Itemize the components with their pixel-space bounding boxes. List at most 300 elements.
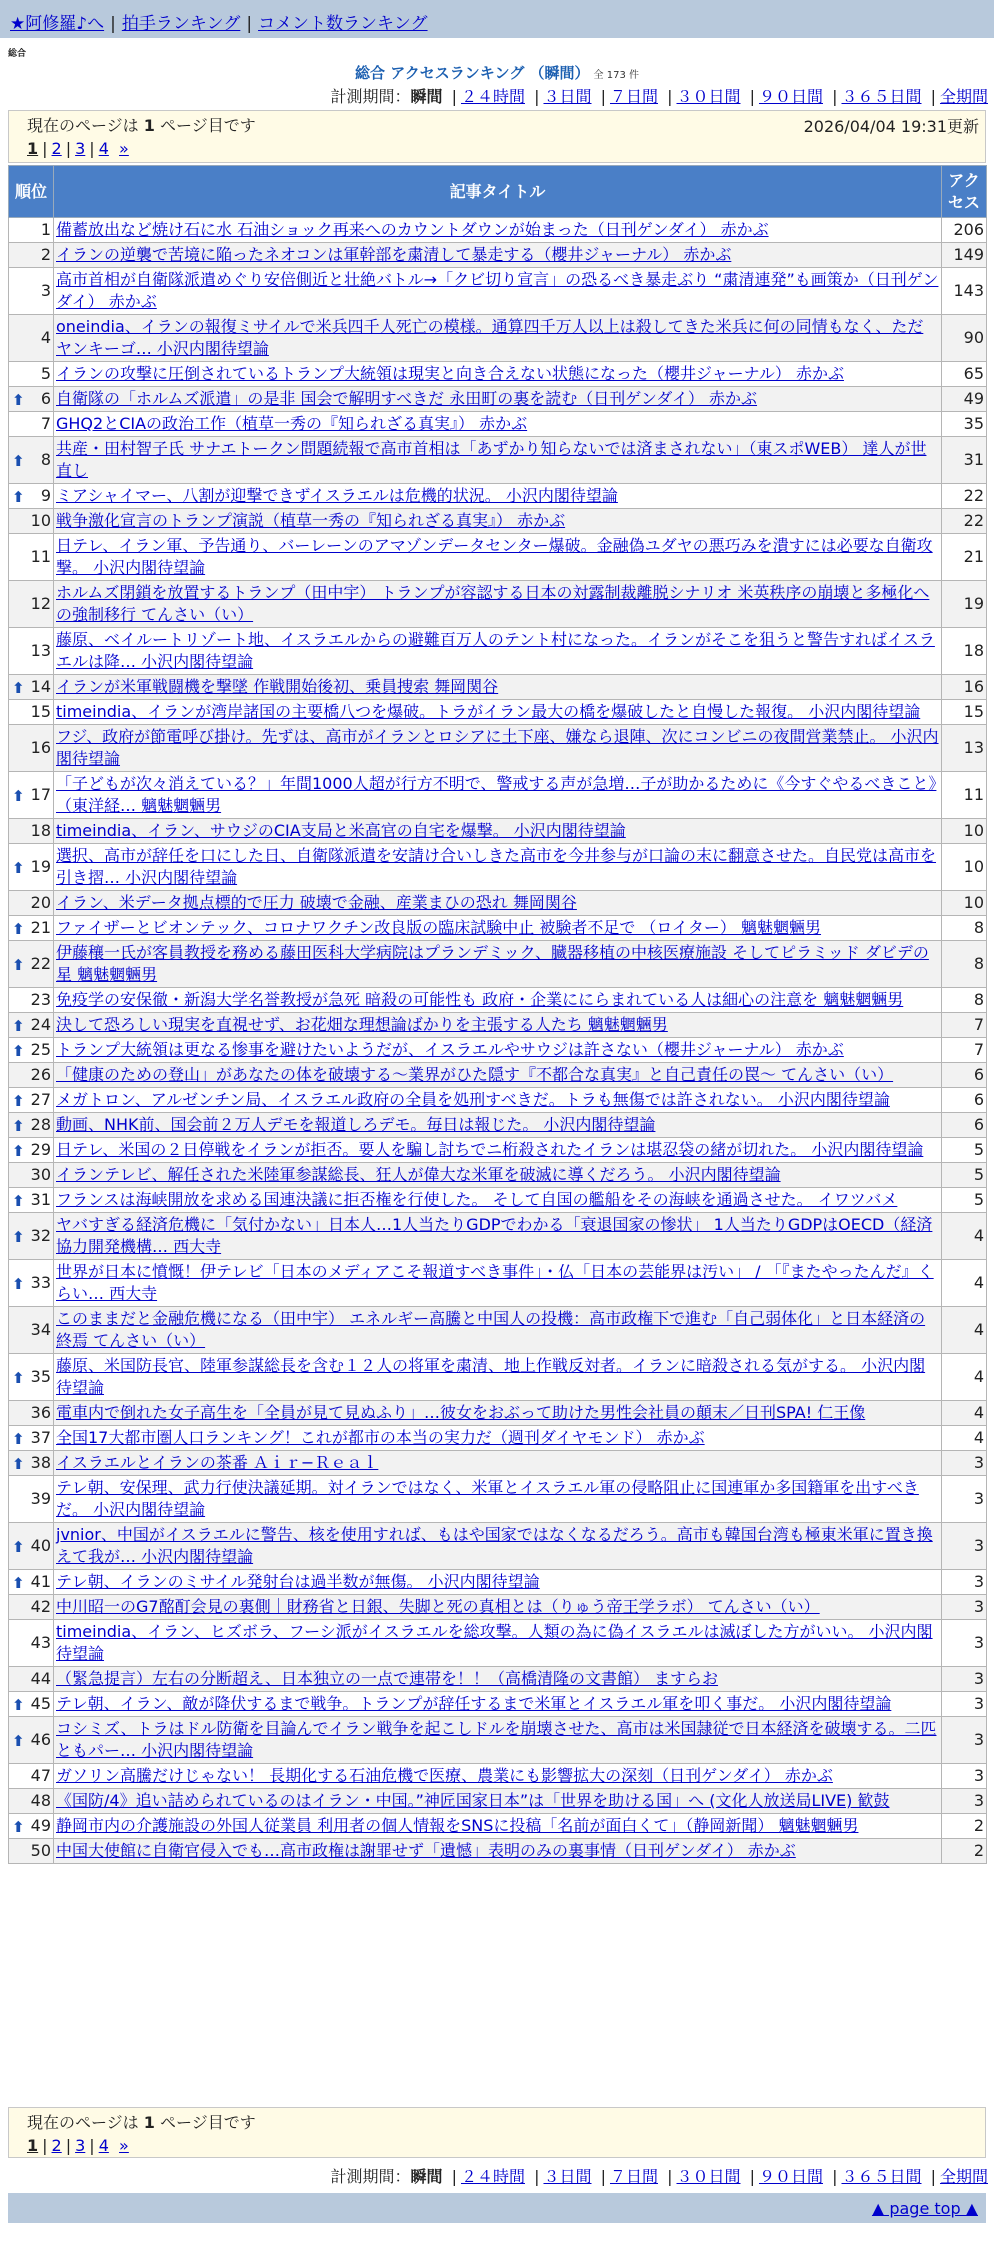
access-count: 4 [942, 1354, 987, 1401]
rank-number: 9 [40, 486, 51, 505]
table-row [9, 1013, 987, 1038]
rank-cell [9, 1307, 54, 1354]
rank-number: 44 [30, 1669, 51, 1688]
rank-number: 2 [40, 245, 51, 264]
rank-up-arrow-icon: ⬆ [12, 1192, 25, 1210]
article-link[interactable]: 自衛隊の「ホルムズ派遣」の是非 国会で解明すべきだ 永田町の裏を読む（日刊ゲンダイ） 赤かぶ [56, 389, 758, 408]
article-link[interactable]: イランが米軍戦闘機を撃墜 作戦開始後初、乗員捜索 舞岡関谷 [56, 677, 499, 696]
rank-number: 29 [30, 1140, 51, 1159]
table-row [9, 1620, 987, 1667]
pager-current: 1 [27, 139, 39, 158]
period-link-all[interactable]: 全期間 [939, 2167, 988, 2186]
rank-cell [9, 844, 54, 891]
table-row [9, 268, 987, 315]
article-link[interactable]: ファイザーとビオンテック、コロナワクチン改良版の臨床試験中止 被験者不足で （ロイター） 魑魅魍魎男 [56, 918, 822, 937]
rank-cell [9, 412, 54, 437]
page-info-text: 現在のページは 1 ページ目です [27, 2113, 256, 2132]
rank-cell [9, 891, 54, 916]
access-count: 10 [942, 891, 987, 916]
title-cell [54, 268, 942, 315]
table-row [9, 218, 987, 243]
title-cell [54, 1426, 942, 1451]
article-link[interactable]: 「健康のための登山」があなたの体を破壊する〜業界がひた隠す『不都合な真実』と自己責任の罠〜 てんさい（い） [56, 1065, 894, 1084]
rank-cell [9, 362, 54, 387]
title-cell [54, 1038, 942, 1063]
access-count: 22 [942, 484, 987, 509]
rank-cell [9, 1692, 54, 1717]
article-link[interactable]: 備蓄放出など焼け石に水 石油ショック再来へのカウントダウンが始まった（日刊ゲンダイ） 赤かぶ [56, 220, 769, 239]
title-cell [54, 1113, 942, 1138]
rank-cell [9, 1138, 54, 1163]
article-link[interactable]: timeindia、イラン、サウジのCIA支局と米高官の自宅を爆撃。 小沢内閣待望論 [56, 821, 626, 840]
rank-number: 30 [30, 1165, 51, 1184]
rank-number: 34 [30, 1320, 51, 1339]
access-count: 13 [942, 725, 987, 772]
rank-number: 27 [30, 1090, 51, 1109]
total-count: 全 173 件 [593, 70, 639, 81]
period-link-all[interactable]: 全期間 [939, 87, 988, 106]
rank-cell [9, 1426, 54, 1451]
rank-number: 4 [40, 328, 51, 347]
article-link[interactable]: イランの逆襲で苦境に陥ったネオコンは軍幹部を粛清して暴走する（櫻井ジャーナル） 赤かぶ [56, 245, 732, 264]
rank-number: 31 [30, 1190, 51, 1209]
article-link[interactable]: 《国防/4》追い詰められているのはイラン・中国。”神匠国家日本”は「世界を助ける国」へ (文化人放送局LIVE) 歓鼓 [56, 1791, 890, 1810]
rank-cell [9, 315, 54, 362]
title-cell [54, 844, 942, 891]
title-cell [54, 1814, 942, 1839]
access-count: 206 [942, 218, 987, 243]
rank-number: 39 [30, 1489, 51, 1508]
table-row [9, 1354, 987, 1401]
period-label: 計測期間： [330, 87, 411, 106]
page-top-link[interactable]: ▲ page top ▲ [871, 2199, 978, 2218]
article-link[interactable]: 日テレ、米国の２日停戦をイランが拒否。要人を騙し討ちでニ桁殺されたイランは堪忍袋の緒が切れた。 小沢内閣待望論 [56, 1140, 924, 1159]
rank-number: 40 [30, 1536, 51, 1555]
table-row [9, 437, 987, 484]
rank-cell [9, 988, 54, 1013]
access-count: 15 [942, 700, 987, 725]
rank-up-arrow-icon: ⬆ [12, 679, 25, 697]
article-link[interactable]: 共産・田村智子氏 サナエトークン問題続報で高市首相は「あずかり知らないでは済まされない」（東スポWEB） 達人が世直し [56, 439, 927, 480]
access-count: 10 [942, 844, 987, 891]
rank-up-arrow-icon: ⬆ [12, 1732, 25, 1750]
table-row [9, 1476, 987, 1523]
title-cell [54, 362, 942, 387]
rank-cell [9, 700, 54, 725]
rank-up-arrow-icon: ⬆ [12, 1092, 25, 1110]
rank-cell [9, 1354, 54, 1401]
article-link[interactable]: イラン、米データ拠点標的で圧力 破壊で金融、産業まひの恐れ 舞岡関谷 [56, 893, 577, 912]
table-row [9, 1814, 987, 1839]
rank-number: 46 [30, 1730, 51, 1749]
table-row [9, 819, 987, 844]
article-link[interactable]: oneindia、イランの報復ミサイルで米兵四千人死亡の模様。通算四千万人以上は殺してきた米兵に何の同情もなく、ただヤンキーゴ… 小沢内閣待望論 [56, 317, 924, 358]
rank-cell [9, 1789, 54, 1814]
table-row [9, 1595, 987, 1620]
title-cell [54, 1451, 942, 1476]
article-link[interactable]: 伊藤穰一氏が客員教授を務める藤田医科大学病院はプランデミック、臓器移植の中核医療施設 そしてピラミッド ダビデの星 魑魅魍魎男 [56, 943, 929, 984]
rank-cell [9, 1814, 54, 1839]
rank-cell [9, 1523, 54, 1570]
rank-number: 50 [30, 1841, 51, 1860]
rank-number: 35 [30, 1367, 51, 1386]
rank-cell [9, 1213, 54, 1260]
article-link[interactable]: 高市首相が自衛隊派遣めぐり安倍側近と壮絶バトル→「クビ切り宣言」の恐るべき暴走ぶり “粛清連発”も画策か（日刊ゲンダイ） 赤かぶ [56, 270, 939, 311]
rank-cell [9, 772, 54, 819]
table-row [9, 509, 987, 534]
table-row [9, 1764, 987, 1789]
ranking-table [8, 165, 987, 1864]
pager-link-4[interactable]: 4 [98, 2136, 109, 2155]
period-link-90d[interactable]: ９０日間 [758, 87, 823, 106]
title-cell [54, 1717, 942, 1764]
title-cell [54, 1307, 942, 1354]
title-cell [54, 772, 942, 819]
article-link[interactable]: ホルムズ閉鎖を放置するトランプ（田中宇） トランプが容認する日本の対露制裁離脱シナリオ 米英秩序の崩壊と多極化への強制移行 てんさい（い） [56, 583, 930, 624]
title-cell [54, 1401, 942, 1426]
title-cell [54, 581, 942, 628]
rank-cell [9, 1188, 54, 1213]
table-row [9, 1163, 987, 1188]
rank-number: 48 [30, 1791, 51, 1810]
rank-up-arrow-icon: ⬆ [12, 1538, 25, 1556]
title-cell [54, 1260, 942, 1307]
table-row [9, 1038, 987, 1063]
article-link[interactable]: イスラエルとイランの茶番 Ａｉｒ−Ｒｅａｌ [56, 1453, 379, 1472]
table-row [9, 1451, 987, 1476]
period-current: 瞬間 [410, 2167, 443, 2186]
period-link-7d[interactable]: ７日間 [609, 2167, 658, 2186]
rank-up-arrow-icon: ⬆ [12, 1117, 25, 1135]
article-link[interactable]: メガトロン、アルゼンチン局、イスラエル政府の全員を処刑すべきだ。トラも無傷では許されない。 小沢内閣待望論 [56, 1090, 890, 1109]
period-link-365d[interactable]: ３６５日間 [841, 2167, 922, 2186]
access-count: 7 [942, 1013, 987, 1038]
table-row [9, 1523, 987, 1570]
rank-cell [9, 1570, 54, 1595]
article-link[interactable]: ヤバすぎる経済危機に「気付かない」日本人…1人当たりGDPでわかる「衰退国家の惨状」 1人当たりGDPはOECD（経済協力開発機構… 西大寺 [56, 1215, 933, 1256]
table-row [9, 1789, 987, 1814]
rank-up-arrow-icon: ⬆ [12, 1042, 25, 1060]
period-link-365d[interactable]: ３６５日間 [841, 87, 922, 106]
rank-cell [9, 243, 54, 268]
page-info-top [8, 110, 986, 163]
rank-number: 37 [30, 1428, 51, 1447]
rank-number: 17 [30, 785, 51, 804]
pager-next[interactable]: » [119, 2136, 129, 2155]
rank-number: 22 [30, 954, 51, 973]
article-link[interactable]: テレ朝、イランのミサイル発射台は過半数が無傷。 小沢内閣待望論 [56, 1572, 540, 1591]
rank-cell [9, 675, 54, 700]
article-link[interactable]: 日テレ、イラン軍、予告通り、バーレーンのアマゾンデータセンター爆破。金融偽ユダヤの悪巧みを潰すには必要な自衛攻撃。 小沢内閣待望論 [56, 536, 933, 577]
table-row [9, 484, 987, 509]
table-row [9, 1839, 987, 1864]
access-count: 3 [942, 1667, 987, 1692]
article-link[interactable]: 電車内で倒れた女子高生を「全員が見て見ぬふり」…彼女をおぶって助けた男性会社員の顛末／日刊SPA! 仁王像 [56, 1403, 866, 1422]
nav-separator: | [110, 14, 116, 34]
article-link[interactable]: 静岡市内の介護施設の外国人従業員 利用者の個人情報をSNSに投稿「名前が面白くて」（静岡新聞） 魑魅魍魎男 [56, 1816, 859, 1835]
access-count: 2 [942, 1814, 987, 1839]
rank-number: 49 [30, 1816, 51, 1835]
rank-number: 19 [30, 857, 51, 876]
access-count: 3 [942, 1523, 987, 1570]
table-row [9, 315, 987, 362]
title-cell [54, 1764, 942, 1789]
table-row [9, 1260, 987, 1307]
table-row [9, 891, 987, 916]
title-cell [54, 1188, 942, 1213]
access-count: 8 [942, 988, 987, 1013]
article-link[interactable]: 決して恐ろしい現実を直視せず、お花畑な理想論ばかりを主張する人たち 魑魅魍魎男 [56, 1015, 668, 1034]
rank-up-arrow-icon: ⬆ [12, 1017, 25, 1035]
access-count: 3 [942, 1451, 987, 1476]
rank-number: 26 [30, 1065, 51, 1084]
title-cell [54, 988, 942, 1013]
rank-number: 18 [30, 821, 51, 840]
rank-cell [9, 628, 54, 675]
period-link-90d[interactable]: ９０日間 [758, 2167, 823, 2186]
article-link[interactable]: テレ朝、安保理、武力行使決議延期。対イランではなく、米軍とイスラエル軍の侵略阻止に国連軍か多国籍軍を出すべきだ。 小沢内閣待望論 [56, 1478, 919, 1519]
rank-cell [9, 916, 54, 941]
access-count: 4 [942, 1401, 987, 1426]
updated-timestamp: 2026/04/04 19:31更新 [803, 117, 979, 136]
rank-number: 23 [30, 990, 51, 1009]
access-count: 3 [942, 1595, 987, 1620]
table-row [9, 581, 987, 628]
rank-number: 33 [30, 1273, 51, 1292]
rank-cell [9, 534, 54, 581]
article-link[interactable]: 中川昭一のG7酩酊会見の裏側｜財務省と日銀、失脚と死の真相とは（りゅう帝王学ラボ） てんさい（い） [56, 1597, 820, 1616]
rank-up-arrow-icon: ⬆ [12, 1142, 25, 1160]
article-link[interactable]: timeindia、イラン、ヒズボラ、フーシ派がイスラエルを総攻撃。人類の為に偽イスラエルは滅ぼした方がいい。 小沢内閣待望論 [56, 1622, 933, 1663]
rank-up-arrow-icon: ⬆ [12, 452, 25, 470]
article-link[interactable]: 免疫学の安保徹・新潟大学名誉教授が急死 暗殺の可能性も 政府・企業ににらまれている人は細心の注意を 魑魅魍魎男 [56, 990, 904, 1009]
pager-link-3[interactable]: 3 [75, 2136, 86, 2155]
access-count: 5 [942, 1138, 987, 1163]
article-link[interactable]: 動画、NHK前、国会前２万人デモを報道しろデモ。毎日は報じた。 小沢内閣待望論 [56, 1115, 656, 1134]
article-link[interactable]: GHQ2とCIAの政治工作（植草一秀の『知られざる真実』） 赤かぶ [56, 414, 528, 433]
article-link[interactable]: 全国17大都市圏人口ランキング！これが都市の本当の実力だ（週刊ダイヤモンド） 赤かぶ [56, 1428, 705, 1447]
rank-up-arrow-icon: ⬆ [12, 1574, 25, 1592]
rank-cell [9, 1063, 54, 1088]
rank-number: 11 [30, 547, 51, 566]
pager-link-3[interactable]: 3 [75, 139, 86, 158]
article-link[interactable]: 戦争激化宣言のトランプ演説（植草一秀の『知られざる真実』） 赤かぶ [56, 511, 566, 530]
access-count: 6 [942, 1063, 987, 1088]
table-row [9, 1213, 987, 1260]
access-count: 35 [942, 412, 987, 437]
period-selector-top: 計測期間：瞬間 | ２４時間 | ３日間 | ７日間 | ３０日間 | ９０日間 | ３６５日間 | 全期間 [330, 87, 988, 106]
page-title [0, 62, 994, 83]
rank-number: 10 [30, 511, 51, 530]
table-row [9, 700, 987, 725]
period-link-30d[interactable]: ３０日間 [676, 2167, 741, 2186]
title-cell [54, 675, 942, 700]
table-row [9, 1138, 987, 1163]
access-count: 65 [942, 362, 987, 387]
title-cell [54, 1570, 942, 1595]
title-cell [54, 891, 942, 916]
period-link-7d[interactable]: ７日間 [609, 87, 658, 106]
article-link[interactable]: ミアシャイマー、八割が迎撃できずイスラエルは危機的状況。 小沢内閣待望論 [56, 486, 618, 505]
rank-up-arrow-icon: ⬆ [12, 1369, 25, 1387]
access-count: 3 [942, 1570, 987, 1595]
title-cell [54, 243, 942, 268]
access-count: 16 [942, 675, 987, 700]
nav-link-comment-ranking[interactable]: コメント数ランキング [258, 14, 428, 34]
period-link-3d[interactable]: ３日間 [543, 2167, 592, 2186]
col-header-rank: 順位 [9, 166, 54, 218]
rank-cell [9, 218, 54, 243]
access-count: 21 [942, 534, 987, 581]
access-count: 10 [942, 819, 987, 844]
ranking-body [9, 218, 987, 1864]
access-count: 6 [942, 1088, 987, 1113]
table-row [9, 243, 987, 268]
title-cell [54, 1667, 942, 1692]
access-count: 90 [942, 315, 987, 362]
article-link[interactable]: 中国大使館に自衛官侵入でも…高市政権は謝罪せず「遺憾」表明のみの裏事情（日刊ゲンダイ） 赤かぶ [56, 1841, 796, 1860]
title-cell [54, 725, 942, 772]
rank-cell [9, 1717, 54, 1764]
period-link-24h[interactable]: ２４時間 [460, 87, 525, 106]
article-link[interactable]: イランテレビ、解任された米陸軍参謀総長、狂人が偉大な米軍を破滅に導くだろう。 小沢内閣待望論 [56, 1165, 781, 1184]
pager-link-2[interactable]: 2 [51, 139, 62, 158]
table-row [9, 772, 987, 819]
rank-cell [9, 941, 54, 988]
article-link[interactable]: jvnior、中国がイスラエルに警告、核を使用すれば、もはや国家ではなくなるだろう。高市も韓国台湾も極東米軍に置き換えて我が… 小沢内閣待望論 [56, 1525, 933, 1566]
period-link-30d[interactable]: ３０日間 [676, 87, 741, 106]
rank-number: 5 [40, 364, 51, 383]
access-count: 2 [942, 1839, 987, 1864]
rank-cell [9, 1088, 54, 1113]
rank-number: 42 [30, 1597, 51, 1616]
title-cell [54, 1163, 942, 1188]
rank-number: 8 [40, 450, 51, 469]
access-count: 3 [942, 1789, 987, 1814]
article-link[interactable]: 選択、高市が辞任を口にした日、自衛隊派遣を安請け合いしきた高市を今井参与が口論の末に翻意させた。自民党は高市を引き摺… 小沢内閣待望論 [56, 846, 937, 887]
access-count: 22 [942, 509, 987, 534]
article-link[interactable]: フランスは海峡開放を求める国連決議に拒否権を行使した。 そして自国の艦船をその海峡を通過させた。 イワツバメ [56, 1190, 898, 1209]
title-cell [54, 412, 942, 437]
article-link[interactable]: 藤原、ベイルートリゾート地、イスラエルからの避難百万人のテント村になった。イランがそこを狙うと警告すればイスラエルは降… 小沢内閣待望論 [56, 630, 935, 671]
rank-number: 41 [30, 1572, 51, 1591]
title-cell [54, 437, 942, 484]
article-link[interactable]: イランの攻撃に圧倒されているトランプ大統領は現実と向き合えない状態になった（櫻井ジャーナル） 赤かぶ [56, 364, 844, 383]
nav-separator: | [246, 14, 253, 34]
rank-number: 28 [30, 1115, 51, 1134]
article-link[interactable]: フジ、政府が節電呼び掛け。先ずは、高市がイランとロシアに土下座、嫌なら退陣、次にコンビニの夜間営業禁止。 小沢内閣待望論 [56, 727, 939, 768]
pager-next[interactable]: » [119, 139, 129, 158]
table-row [9, 844, 987, 891]
rank-cell [9, 437, 54, 484]
rank-cell [9, 819, 54, 844]
article-link[interactable]: コシミズ、トラはドル防衛を目論んでイラン戦争を起こしドルを崩壊させた、高市は米国隷従で日本経済を破壊する。二匹ともパー… 小沢内閣待望論 [56, 1719, 937, 1760]
rank-cell [9, 1260, 54, 1307]
title-cell [54, 484, 942, 509]
article-link[interactable]: テレ朝、イラン、敵が降伏するまで戦争。トランプが辞任するまで米軍とイスラエル軍を叩く事だ。 小沢内閣待望論 [56, 1694, 892, 1713]
title-cell [54, 1138, 942, 1163]
pager-link-2[interactable]: 2 [51, 2136, 62, 2155]
period-link-3d[interactable]: ３日間 [543, 87, 592, 106]
title-cell [54, 1476, 942, 1523]
table-row [9, 1307, 987, 1354]
access-count: 8 [942, 916, 987, 941]
rank-up-arrow-icon: ⬆ [12, 1275, 25, 1293]
table-row [9, 916, 987, 941]
rank-up-arrow-icon: ⬆ [12, 787, 25, 805]
table-row [9, 1401, 987, 1426]
access-count: 4 [942, 1260, 987, 1307]
rank-number: 6 [40, 389, 51, 408]
access-count: 7 [942, 1038, 987, 1063]
rank-number: 3 [40, 281, 51, 300]
access-count: 3 [942, 1620, 987, 1667]
rank-up-arrow-icon: ⬆ [12, 488, 25, 506]
nav-link-asyura-home[interactable]: ★阿修羅♪へ [10, 14, 105, 34]
rank-up-arrow-icon: ⬆ [12, 1696, 25, 1714]
article-link[interactable]: 世界が日本に憤慨！伊テレビ「日本のメディアこそ報道すべき事件」・仏「日本の芸能界は汚い」 / 「『またやったんだ』くらい… 西大寺 [56, 1262, 934, 1303]
rank-cell [9, 725, 54, 772]
rank-cell [9, 1401, 54, 1426]
rank-number: 7 [40, 414, 51, 433]
access-count: 8 [942, 941, 987, 988]
access-count: 18 [942, 628, 987, 675]
access-count: 5 [942, 1188, 987, 1213]
title-cell [54, 1620, 942, 1667]
access-count: 3 [942, 1692, 987, 1717]
article-link[interactable]: （緊急提言）左右の分断超え、日本独立の一点で連帯を！！（高橋清隆の文書館） ますらお [56, 1669, 719, 1688]
access-count: 11 [942, 772, 987, 819]
access-count: 4 [942, 1426, 987, 1451]
table-row [9, 675, 987, 700]
rank-number: 20 [30, 893, 51, 912]
table-row [9, 725, 987, 772]
rank-cell [9, 484, 54, 509]
title-cell [54, 315, 942, 362]
category-label: 総合 [8, 49, 27, 59]
title-cell [54, 387, 942, 412]
article-link[interactable]: 藤原、米国防長官、陸軍参謀総長を含む１２人の将軍を粛清、地上作戦反対者。イランに暗殺される気がする。 小沢内閣待望論 [56, 1356, 926, 1397]
title-cell [54, 1213, 942, 1260]
access-count: 4 [942, 1213, 987, 1260]
page-info-text: 現在のページは 1 ページ目です [27, 116, 256, 135]
title-cell [54, 1523, 942, 1570]
article-link[interactable]: トランプ大統領は更なる惨事を避けたいようだが、イスラエルやサウジは許さない（櫻井ジャーナル） 赤かぶ [56, 1040, 844, 1059]
period-link-24h[interactable]: ２４時間 [460, 2167, 525, 2186]
title-cell [54, 941, 942, 988]
rank-number: 15 [30, 702, 51, 721]
table-row [9, 1188, 987, 1213]
article-link[interactable]: timeindia、イランが湾岸諸国の主要橋八つを爆破。トラがイラン最大の橋を爆破したと自慢した報復。 小沢内閣待望論 [56, 702, 921, 721]
access-count: 19 [942, 581, 987, 628]
article-link[interactable]: 「子どもが次々消えている？」年間1000人超が行方不明で、警戒する声が急増…子が助かるために《今すぐやるべきこと》（東洋経… 魑魅魍魎男 [56, 774, 937, 815]
pager-bottom: 1 | 2 | 3 | 4 » [27, 2136, 129, 2155]
rank-number: 36 [30, 1403, 51, 1422]
rank-up-arrow-icon: ⬆ [12, 920, 25, 938]
col-header-access: アクセス [942, 166, 987, 218]
table-row [9, 362, 987, 387]
title-cell [54, 509, 942, 534]
nav-link-clap-ranking[interactable]: 拍手ランキング [121, 14, 241, 34]
article-link[interactable]: ガソリン高騰だけじゃない！ 長期化する石油危機で医療、農業にも影響拡大の深刻（日刊ゲンダイ） 赤かぶ [56, 1766, 833, 1785]
pager-link-4[interactable]: 4 [98, 139, 109, 158]
footer-bar [8, 2193, 986, 2223]
title-cell [54, 819, 942, 844]
article-link[interactable]: このままだと金融危機になる（田中宇） エネルギー高騰と中国人の投機：高市政権下で進む「自己弱体化」と日本経済の終焉 てんさい（い） [56, 1309, 926, 1350]
title-cell [54, 1013, 942, 1038]
rank-up-arrow-icon: ⬆ [12, 859, 25, 877]
rank-cell [9, 1620, 54, 1667]
